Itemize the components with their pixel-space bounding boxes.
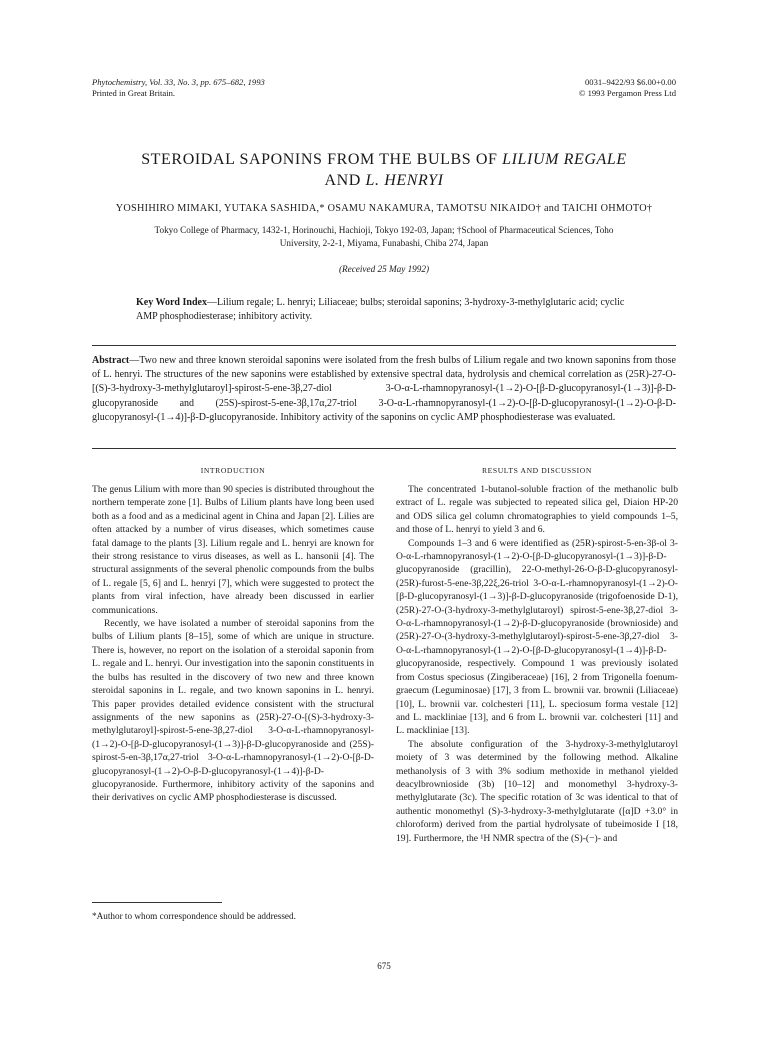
journal-line: Phytochemistry, Vol. 33, No. 3, pp. 675–682, 1993: [92, 77, 265, 87]
results-paragraph-1: The concentrated 1-butanol-soluble fraction of the methanolic bulb extract of L. regale was subjected to repeated silica gel, Diaion HP-20 and ODS silica gel column chromatographies to yield compounds 1–5, and those of L. henryi to yield 3 and 6.: [396, 484, 678, 536]
page-number: 675: [377, 961, 391, 971]
title-line2: AND: [324, 172, 366, 189]
abstract-label: Abstract: [92, 355, 130, 366]
results-paragraph-2: Compounds 1–3 and 6 were identified as (25R)-spirost-5-en-3β-ol 3-O-α-L-rhamnopyranosyl-(1→2)-O-[β-D-glucopyranosyl-(1→3)]-β-D-glucopyranoside (gracillin), 22-O-methyl-26-O-β-D-glucopyranosyl-(25R)-furost-5-ene-3β,22ξ,26-triol 3-O-α-L-rhamnopyranosyl-(1→2)-O-[β-D-glucopyranosyl-(1→3)]-β-D-glucopyranoside (trigofoenoside D-1), (25R)-27-O-(3-hydroxy-3-methylglutaroyl) spirost-5-ene-3β,27-diol 3-O-α-L-rhamnopyranosyl-(1→2)-β-D-glucopyranoside (brownioside) and (25R)-27-O-(3-hydroxy-3-methylglutaroyl)-spirost-5-ene-3β,27-diol 3-O-α-L-rhamnopyranosyl-(1→2)-O-[β-D-glucopyranosyl-(1→4)]-β-D-glucopyranoside, respectively. Compound 1 was previously isolated from Costus speciosus (Zingiberaceae) [16], 2 from Trigonella foenum-graecum (Leguminosae) [17], 3 from L. brownii var. brownii (Liliaceae) [10], L. brownii var. colchesteri [11], L. speciosum forma vestale [12] and L. mackliniae [13], and 6 from L. brownii var. colchesteri [11] and L. mackliniae [13].: [396, 537, 678, 737]
intro-paragraph-2: Recently, we have isolated a number of steroidal saponins from the bulbs of Lilium plants [8–15], some of which are unique in structure. There is, however, no report on the isolation of a steroidal saponin from L. regale and L. henryi. Our investigation into the saponin constituents in the bulbs has resulted in the discovery of two new and three known steroidal saponins in L. regale, and two known saponins in L. henryi. This paper provides detailed evidence consistent with the structural assignments of the new saponins as (25R)-27-O-[(S)-3-hydroxy-3-methylglutaroyl]-spirost-5-ene-3β,27-diol 3-O-α-L-rhamnopyranosyl-(1→2)-O-[β-D-glucopyranosyl-(1→3)]-β-D-glucopyranoside and (25S)-spirost-5-en-3β,17α,27-triol 3-O-α-L-rhamnopyranosyl-(1→2)-O-[β-D-glucopyranosyl-(1→2)-O-β-D-glucopyranosyl-(1→4)]-β-D-glucopyranoside. Furthermore, inhibitory activity of the saponins and their derivatives on cyclic AMP phosphodiesterase is discussed.: [92, 618, 374, 804]
received-date: (Received 25 May 1992): [338, 264, 430, 274]
keyword-text: —Lilium regale; L. henryi; Liliaceae; bulbs; steroidal saponins; 3-hydroxy-3-methylglutaric acid; cyclic AMP phosphodiesterase; inhibitory activity.: [136, 297, 625, 322]
article-title: [92, 149, 676, 191]
affiliation-line1: Tokyo College of Pharmacy, 1432-1, Horinouchi, Hachioji, Tokyo 192-03, Japan; †School of Pharmaceutical Sciences, Toho: [154, 225, 614, 235]
keyword-index: [136, 296, 636, 324]
introduction-body: [92, 483, 374, 805]
title-line2-italic: L. HENRYI: [365, 172, 444, 189]
corresponding-author-footnote: *Author to whom correspondence should be addressed.: [92, 911, 296, 921]
journal-citation: [92, 77, 412, 99]
introduction-heading: INTRODUCTION: [200, 466, 266, 475]
results-paragraph-3: The absolute configuration of the 3-hydroxy-3-methylglutaroyl moiety of 3 was determined by the following method. Alkaline methanolysis of 3 with 3% sodium methoxide in methanol yielded deacylbrownioside (3b) [10–12] and monomethyl 3-hydroxy-3-methylglutarate (3c). The specific rotation of 3c was identical to that of authentic monomethyl (S)-3-hydroxy-3-methylglutarate ([α]D +3.0° in chloroform) derived from the partial hydrolysate of tubeimoside I [18, 19]. Furthermore, the ¹H NMR spectra of the (S)-(−)- and: [396, 738, 678, 844]
author-list: YOSHIHIRO MIMAKI, YUTAKA SASHIDA,* OSAMU NAKAMURA, TAMOTSU NIKAIDO† and TAICHI OHMOTO†: [115, 203, 653, 214]
abstract-text: —Two new and three known steroidal saponins were isolated from the fresh bulbs of Lilium regale and two known saponins from those of L. henryi. The structures of the new saponins were established by extensive spectral data, hydrolysis and chemical correlation as (25R)-27-O-[(S)-3-hydroxy-3-methylglutaroyl]-spirost-5-ene-3β,27-diol 3-O-α-L-rhamnopyranosyl-(1→2)-O-[β-D-glucopyranosyl-(1→3)]-β-D-glucopyranoside and (25S)-spirost-5-ene-3β,17α,27-triol 3-O-α-L-rhamnopyranosyl-(1→2)-O-[β-D-glucopyranosyl-(1→2)-O-β-D-glucopyranosyl-(1→4)]-β-D-glucopyranoside. Inhibitory activity of the saponins on cyclic AMP phosphodiesterase was evaluated.: [92, 355, 676, 423]
keyword-label: Key Word Index: [136, 297, 207, 308]
copyright-line: © 1993 Pergamon Press Ltd: [578, 88, 676, 98]
divider-top: [92, 345, 676, 346]
title-line1-italic: LILIUM REGALE: [502, 151, 627, 168]
printed-line: Printed in Great Britain.: [92, 88, 176, 98]
results-body: [396, 483, 678, 845]
title-line1: STEROIDAL SAPONINS FROM THE BULBS OF: [141, 151, 503, 168]
affiliation: [92, 224, 676, 250]
price-code: 0031–9422/93 $6.00+0.00: [584, 77, 676, 87]
divider-bottom: [92, 448, 676, 449]
affiliation-line2: University, 2-2-1, Miyama, Funabashi, Chiba 274, Japan: [279, 238, 489, 248]
results-heading: RESULTS AND DISCUSSION: [482, 466, 592, 475]
footnote-rule: [92, 902, 222, 903]
journal-code-block: [416, 77, 676, 99]
abstract: [92, 354, 676, 425]
intro-paragraph-1: The genus Lilium with more than 90 species is distributed throughout the northern temperate zone [1]. Bulbs of Lilium plants have long been used both as a food and as a medicinal agent in China and Japan [2]. Lilies are often attacked by a number of virus diseases, which sometimes cause fatal damage to the plants [3]. Lilium regale and L. henryi are known for their strong resistance to virus diseases, as well as L. hansonii [4]. The structural assignments of the several phenolic compounds from the bulbs of L. regale [5, 6] and L. henryi [7], which were suggested to protect the plants from viral infection, have already been discussed in earlier communications.: [92, 484, 374, 616]
